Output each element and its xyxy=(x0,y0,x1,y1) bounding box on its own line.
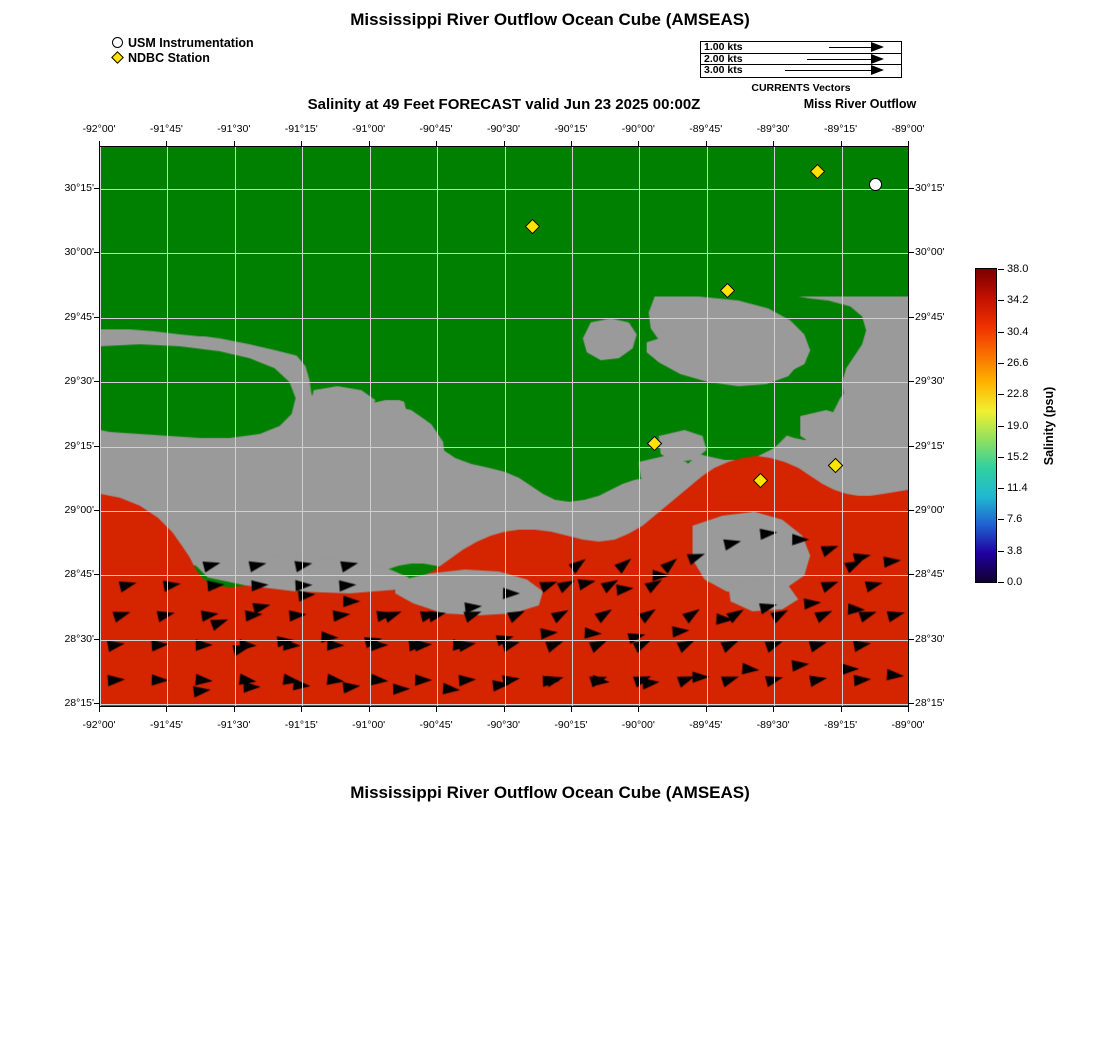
y-tick-mark xyxy=(909,510,914,511)
x-tick-mark xyxy=(99,141,100,146)
x-tick-label: -89°15' xyxy=(824,123,858,135)
y-tick-label: 28°30' xyxy=(64,632,94,645)
bottom-title: Mississippi River Outflow Ocean Cube (AMSEAS) xyxy=(350,783,750,802)
x-tick-label: -90°15' xyxy=(554,719,588,731)
y-tick-label: 30°00' xyxy=(915,246,945,259)
gridline-horizontal xyxy=(100,511,908,512)
x-tick-mark xyxy=(841,141,842,146)
x-tick-mark xyxy=(638,141,639,146)
x-tick-mark xyxy=(773,141,774,146)
colorbar-tick-label: 26.6 xyxy=(1007,356,1029,369)
y-tick-label: 28°15' xyxy=(64,697,94,709)
y-tick-mark xyxy=(909,317,914,318)
vector-shaft-icon xyxy=(807,59,871,60)
colorbar-tick-mark xyxy=(998,488,1004,489)
gridline-vertical xyxy=(370,147,371,706)
y-tick-label: 30°15' xyxy=(64,182,94,194)
x-tick-mark xyxy=(234,707,235,712)
vector-key-label: 3.00 kts xyxy=(704,64,743,77)
colorbar-gradient xyxy=(975,268,997,583)
x-tick-mark xyxy=(504,707,505,712)
y-tick-mark xyxy=(94,252,99,253)
y-tick-mark xyxy=(94,317,99,318)
x-tick-mark xyxy=(638,707,639,712)
y-tick-mark xyxy=(94,446,99,447)
colorbar-tick-mark xyxy=(998,551,1004,552)
vector-shaft-icon xyxy=(829,47,871,48)
x-tick-mark xyxy=(504,141,505,146)
vector-arrow-icon xyxy=(871,54,884,64)
y-tick-mark xyxy=(94,574,99,575)
legend-item-ndbc xyxy=(110,51,254,65)
x-tick-label: -90°30' xyxy=(486,719,521,731)
x-tick-mark xyxy=(436,141,437,146)
y-tick-label: 28°45' xyxy=(64,568,94,581)
gridline-vertical xyxy=(302,147,303,706)
gridline-vertical xyxy=(437,147,438,706)
gridline-horizontal xyxy=(100,318,908,319)
x-tick-label: -91°15' xyxy=(284,123,318,135)
x-tick-label: -89°30' xyxy=(756,719,790,731)
gridline-vertical xyxy=(842,147,843,706)
y-tick-label: 28°15' xyxy=(915,697,945,709)
x-tick-mark xyxy=(369,707,370,712)
vector-arrow-icon xyxy=(871,42,884,52)
x-tick-label: -89°45' xyxy=(689,719,723,731)
page-title: Mississippi River Outflow Ocean Cube (AMSEAS) xyxy=(350,10,750,29)
vector-key-row xyxy=(701,65,901,77)
x-tick-label: -91°00' xyxy=(352,719,386,731)
y-tick-label: 28°30' xyxy=(915,632,945,645)
x-tick-mark xyxy=(99,707,100,712)
x-tick-label: -91°30' xyxy=(217,123,251,135)
x-tick-mark xyxy=(908,707,909,712)
outflow-label: Miss River Outflow xyxy=(803,97,917,111)
legend-item-usm xyxy=(110,36,254,50)
map-legend xyxy=(110,36,254,66)
x-tick-mark xyxy=(908,141,909,146)
colorbar-tick-label: 7.6 xyxy=(1007,513,1023,526)
y-tick-label: 29°30' xyxy=(915,375,945,388)
y-tick-mark xyxy=(909,188,914,189)
x-tick-label: -91°15' xyxy=(284,719,318,731)
gridline-horizontal xyxy=(100,447,908,448)
x-tick-mark xyxy=(369,141,370,146)
x-tick-label: -91°00' xyxy=(352,123,386,135)
x-tick-label: -92°00' xyxy=(82,123,116,135)
gridline-horizontal xyxy=(100,189,908,190)
x-tick-label: -90°00' xyxy=(621,123,655,135)
y-tick-mark xyxy=(909,381,914,382)
colorbar-tick-mark xyxy=(998,300,1004,301)
x-tick-mark xyxy=(166,707,167,712)
x-tick-label: -89°15' xyxy=(824,719,858,731)
y-tick-label: 29°30' xyxy=(64,375,94,388)
y-tick-mark xyxy=(909,574,914,575)
x-tick-mark xyxy=(301,141,302,146)
vector-arrow-icon xyxy=(871,65,884,75)
x-tick-mark xyxy=(773,707,774,712)
x-tick-mark xyxy=(166,141,167,146)
gridline-vertical xyxy=(167,147,168,706)
gridline-vertical xyxy=(505,147,506,706)
gridline-horizontal xyxy=(100,382,908,383)
x-tick-label: -89°30' xyxy=(756,123,790,135)
circle-marker-icon xyxy=(110,36,128,50)
y-tick-label: 29°15' xyxy=(64,439,94,452)
x-tick-mark xyxy=(234,141,235,146)
x-tick-mark xyxy=(706,707,707,712)
x-tick-label: -90°00' xyxy=(621,719,655,731)
colorbar-tick-mark xyxy=(998,269,1004,270)
y-tick-mark xyxy=(94,703,99,704)
y-tick-label: 30°00' xyxy=(64,246,94,259)
gridline-vertical xyxy=(774,147,775,706)
colorbar-tick-label: 11.4 xyxy=(1007,482,1028,495)
vector-key-label: 2.00 kts xyxy=(704,52,743,65)
gridline-horizontal xyxy=(100,253,908,254)
gridline-horizontal xyxy=(100,575,908,576)
x-tick-label: -90°30' xyxy=(486,123,521,135)
usm-instrumentation-marker[interactable] xyxy=(869,178,882,191)
x-tick-label: -89°00' xyxy=(891,719,925,731)
y-tick-label: 30°15' xyxy=(915,182,945,194)
y-tick-mark xyxy=(909,252,914,253)
x-tick-label: -89°00' xyxy=(891,123,925,135)
x-tick-label: -91°45' xyxy=(149,123,183,135)
colorbar-tick-label: 3.8 xyxy=(1007,544,1023,557)
y-tick-mark xyxy=(94,510,99,511)
x-tick-mark xyxy=(571,707,572,712)
y-tick-mark xyxy=(94,188,99,189)
colorbar-tick-mark xyxy=(998,457,1004,458)
legend-item-label: USM Instrumentation xyxy=(128,36,254,50)
colorbar-tick-label: 38.0 xyxy=(1007,263,1029,275)
gridline-vertical xyxy=(639,147,640,706)
currents-vector-key xyxy=(700,41,902,78)
y-tick-label: 29°00' xyxy=(915,503,945,516)
y-tick-mark xyxy=(94,381,99,382)
gridline-horizontal xyxy=(100,640,908,641)
diamond-marker-icon xyxy=(110,51,128,65)
colorbar-tick-label: 34.2 xyxy=(1007,294,1029,307)
x-tick-mark xyxy=(706,141,707,146)
legend-item-label: NDBC Station xyxy=(128,51,210,65)
x-tick-mark xyxy=(571,141,572,146)
colorbar-tick-mark xyxy=(998,394,1004,395)
x-tick-label: -91°30' xyxy=(217,719,251,731)
y-tick-label: 28°45' xyxy=(915,568,945,581)
vector-key-caption: CURRENTS Vectors xyxy=(751,82,851,94)
map-canvas[interactable] xyxy=(99,146,909,707)
colorbar-tick-label: 22.8 xyxy=(1007,388,1029,401)
x-tick-mark xyxy=(301,707,302,712)
y-tick-mark xyxy=(94,639,99,640)
map-subtitle: Salinity at 49 Feet FORECAST valid Jun 23 2025 00:00Z xyxy=(307,96,701,113)
colorbar-tick-label: 15.2 xyxy=(1007,450,1029,463)
x-tick-mark xyxy=(841,707,842,712)
colorbar-tick-mark xyxy=(998,363,1004,364)
x-tick-label: -90°45' xyxy=(419,719,453,731)
colorbar-title: Salinity (psu) xyxy=(1042,386,1056,466)
x-tick-mark xyxy=(436,707,437,712)
gridline-vertical xyxy=(235,147,236,706)
colorbar-tick-mark xyxy=(998,332,1004,333)
y-tick-label: 29°45' xyxy=(64,310,94,323)
gridline-vertical xyxy=(100,147,101,706)
vector-key-label: 1.00 kts xyxy=(704,41,743,53)
x-tick-label: -89°45' xyxy=(689,123,723,135)
colorbar-tick-label: 30.4 xyxy=(1007,325,1029,338)
y-tick-label: 29°45' xyxy=(915,310,945,323)
y-tick-label: 29°00' xyxy=(64,503,94,516)
y-tick-mark xyxy=(909,446,914,447)
y-tick-label: 29°15' xyxy=(915,439,945,452)
colorbar-tick-mark xyxy=(998,582,1004,583)
x-tick-label: -91°45' xyxy=(149,719,183,731)
x-tick-label: -90°45' xyxy=(419,123,453,135)
x-tick-label: -92°00' xyxy=(82,719,116,731)
gridline-vertical xyxy=(572,147,573,706)
gridline-horizontal xyxy=(100,704,908,705)
y-tick-mark xyxy=(909,639,914,640)
y-tick-mark xyxy=(909,703,914,704)
colorbar-tick-label: 0.0 xyxy=(1007,576,1023,588)
x-tick-label: -90°15' xyxy=(554,123,588,135)
colorbar-tick-mark xyxy=(998,519,1004,520)
gridline-vertical xyxy=(707,147,708,706)
colorbar-tick-mark xyxy=(998,426,1004,427)
colorbar-tick-label: 19.0 xyxy=(1007,419,1029,432)
vector-shaft-icon xyxy=(785,70,871,71)
